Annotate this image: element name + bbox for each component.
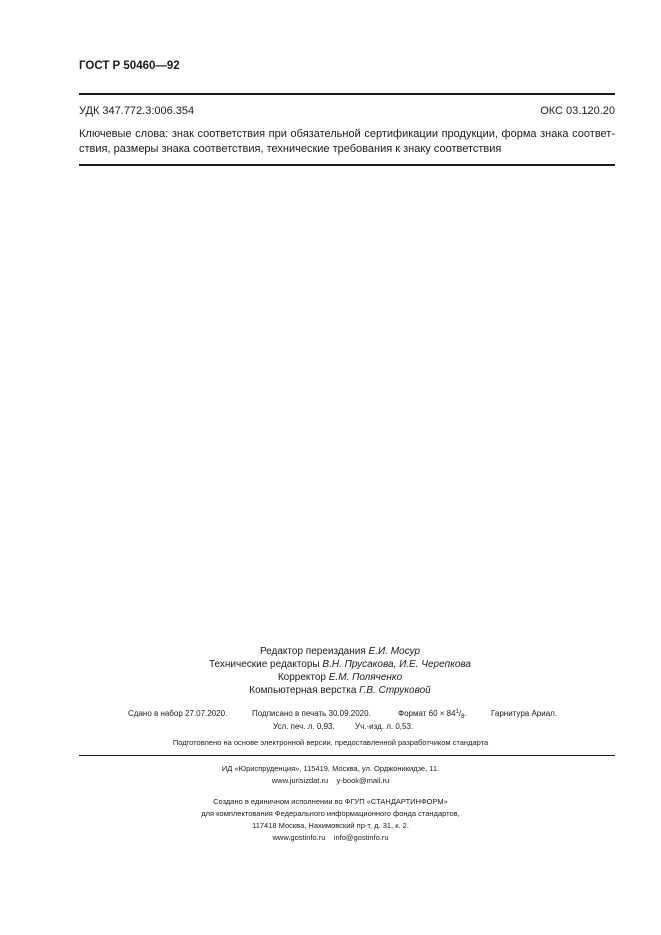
tech-editors-names: В.Н. Прусакова, И.Е. Черепкова	[322, 659, 471, 670]
format-prefix: Формат 60 × 84	[398, 709, 456, 718]
credits-block	[170, 645, 510, 697]
publisher-contacts	[0, 775, 661, 787]
publisher-address: ИД «Юриспруденция», 115419, Москва, ул. Орджоникидзе, 11.	[221, 764, 440, 773]
keywords-paragraph	[79, 127, 615, 157]
imprint-line-2: для комплектования Федерального информационного фонда стандартов,	[201, 809, 460, 818]
imprint-site-link[interactable]: www.gostinfo.ru	[272, 833, 326, 842]
format-suffix: .	[464, 709, 467, 718]
oks-code: ОКС 03.120.20	[540, 105, 615, 117]
publisher-email-link[interactable]: y-book@mail.ru	[336, 776, 390, 785]
submitted-date: Сдано в набор 27.07.2020.	[128, 709, 228, 718]
imprint-divider	[79, 755, 615, 756]
imprint-email-link[interactable]: info@gostinfo.ru	[333, 833, 389, 842]
corrector-name: Е.М. Поляченко	[328, 672, 403, 683]
keywords-divider	[79, 164, 615, 166]
layout-name: Г.В. Струковой	[359, 685, 431, 696]
editor-label: Редактор переиздания	[259, 646, 366, 657]
imprint-contacts	[0, 832, 661, 844]
editor-name: Е.И. Мосур	[368, 646, 421, 657]
paper-format: Формат $60 \times 84^1/_8$.	[398, 709, 467, 720]
editor-line	[170, 645, 510, 658]
prepared-note: Подготовлено на основе электронной версии, предоставленной разработчиком стандарта	[172, 738, 489, 747]
imprint-block	[0, 796, 661, 844]
udk-code: УДК 347.772.3:006.354	[79, 105, 195, 117]
tech-editors-label: Технические редакторы	[208, 659, 320, 670]
standard-code: ГОСТ Р 50460—92	[79, 60, 180, 72]
publisher-site-link[interactable]: www.jurisizdat.ru	[271, 776, 329, 785]
signed-date: Подписано в печать 30.09.2020.	[252, 709, 371, 718]
keywords-text: знак соответствия при обязательной сертификации продукции, форма знака соответ-ствия, размеры знака соответствия, технические требования к знаку соответствия	[79, 128, 615, 155]
tech-editors-line	[170, 658, 510, 671]
typeface: Гарнитура Ариал.	[491, 709, 558, 718]
publisher-block	[0, 763, 661, 787]
print-sheets: Усл. печ. л. 0,93.	[273, 722, 335, 731]
imprint-line-1: Создано в единичном исполнении во ФГУП «СТАНДАРТИНФОРМ»	[213, 797, 448, 806]
imprint-line-3: 117418 Москва, Нахимовский пр-т, д. 31, к. 2.	[252, 821, 409, 830]
format-denominator: 8	[461, 714, 465, 720]
layout-line	[170, 684, 510, 697]
layout-label: Компьютерная верстка	[249, 685, 357, 696]
publ-sheets: Уч.-изд. л. 0,53.	[355, 722, 414, 731]
keywords-label: Ключевые слова:	[79, 128, 169, 140]
corrector-label: Корректор	[277, 672, 326, 683]
format-numerator: 1	[455, 709, 459, 715]
top-divider	[79, 93, 615, 95]
corrector-line	[170, 671, 510, 684]
